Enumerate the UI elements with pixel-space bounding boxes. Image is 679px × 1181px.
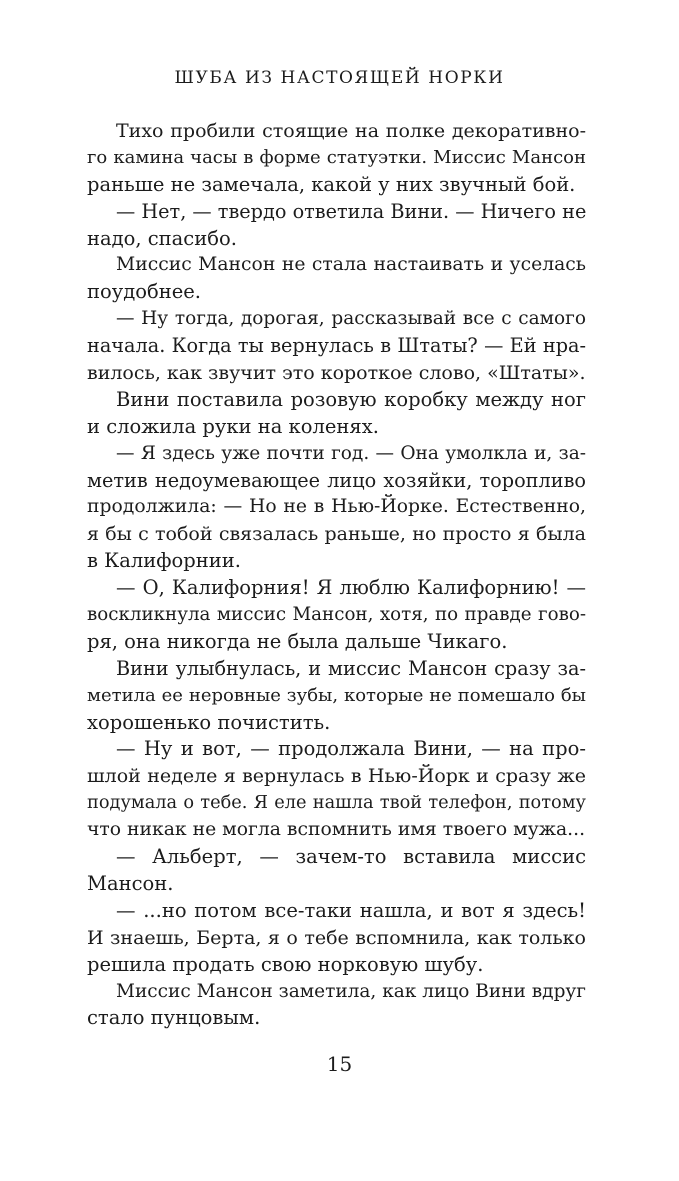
- text-line: продолжила: — Но не в Нью-Йорке. Естественно,: [87, 496, 586, 518]
- text-line: и сложила руки на коленях.: [87, 414, 379, 438]
- text-line: Вини улыбнулась, и миссис Мансон сразу за-: [116, 656, 586, 680]
- page-number: 15: [326, 1052, 353, 1076]
- text-line: решила продать свою норковую шубу.: [87, 952, 484, 976]
- text-line: надо, спасибо.: [87, 226, 237, 250]
- text-line: го камина часы в форме статуэтки. Миссис Мансон: [87, 146, 586, 168]
- running-head: ШУБА ИЗ НАСТОЯЩЕЙ НОРКИ: [174, 68, 505, 88]
- text-line: — Ну тогда, дорогая, рассказывай все с самого: [116, 308, 586, 330]
- text-line: раньше не замечала, какой у них звучный бой.: [87, 172, 576, 196]
- text-line: стало пунцовым.: [87, 1006, 261, 1030]
- text-line: Тихо пробили стоящие на полке декоративно-: [116, 120, 586, 142]
- text-line: метив недоумевающее лицо хозяйки, торопливо: [87, 468, 586, 492]
- text-line: Вини поставила розовую коробку между ног: [116, 387, 586, 411]
- text-line: — Нет, — твердо ответила Вини. — Ничего не: [116, 199, 587, 223]
- text-line: поудобнее.: [87, 280, 201, 304]
- text-line: Миссис Мансон не стала настаивать и уселась: [116, 254, 586, 276]
- text-line: Миссис Мансон заметила, как лицо Вини вдруг: [116, 980, 586, 1002]
- text-line: ря, она никогда не была дальше Чикаго.: [87, 629, 508, 653]
- text-line: — Ну и вот, — продолжала Вини, — на про-: [116, 737, 586, 761]
- text-line: И знаешь, Берта, я о тебе вспомнила, как только: [87, 926, 586, 949]
- text-line: — О, Калифорния! Я люблю Калифорнию! —: [116, 576, 586, 600]
- text-line: — Альберт, — зачем-то вставила миссис: [116, 845, 586, 869]
- text-line: хорошенько почистить.: [87, 710, 331, 734]
- text-line: подумала о тебе. Я еле нашла твой телефон, потому: [87, 793, 586, 814]
- text-line: метила ее неровные зубы, которые не помешало бы: [87, 684, 586, 706]
- text-line: шлой неделе я вернулась в Нью-Йорк и сразу же: [87, 765, 586, 788]
- text-line: — Я здесь уже почти год. — Она умолкла и, за-: [116, 442, 586, 464]
- text-line: Мансон.: [87, 871, 174, 895]
- text-line: что никак не могла вспомнить имя твоего мужа...: [87, 819, 586, 841]
- text-line: в Калифорнии.: [87, 549, 241, 573]
- text-line: вилось, как звучит это короткое слово, «Штаты».: [87, 362, 586, 385]
- text-line: начала. Когда ты вернулась в Штаты? — Ей нра-: [87, 334, 586, 358]
- text-line: — ...но потом все-таки нашла, и вот я здесь!: [116, 898, 586, 922]
- text-line: я бы с тобой связалась раньше, но просто я была: [87, 523, 586, 546]
- body-text: [87, 118, 586, 1032]
- text-line: воскликнула миссис Мансон, хотя, по правде гово-: [87, 604, 586, 626]
